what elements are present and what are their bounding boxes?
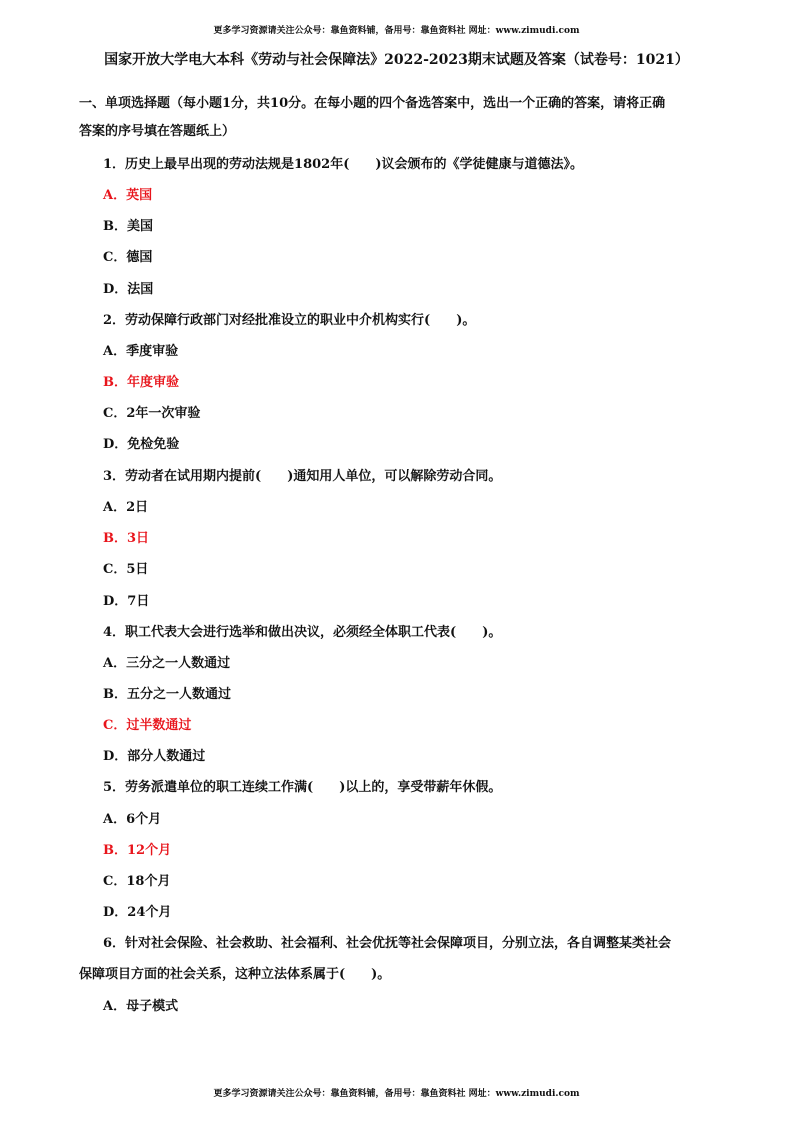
section-heading-line-2: 答案的序号填在答题纸上） [79,124,236,139]
question-4-option-c: C．过半数通过 [103,718,192,733]
question-4-option-a: A．三分之一人数通过 [103,656,231,671]
question-3-option-d: D．7日 [103,594,150,609]
question-4-stem: 4．职工代表大会进行选举和做出决议，必须经全体职工代表( )。 [103,625,502,640]
question-2-option-c: C．2年一次审验 [103,406,201,421]
question-2-option-b: B．年度审验 [103,375,179,390]
question-2-stem: 2．劳动保障行政部门对经批准设立的职业中介机构实行( )。 [103,313,476,328]
page-title: 国家开放大学电大本科《劳动与社会保障法》2022-2023期末试题及答案（试卷号：1021） [104,52,689,68]
question-4-option-d: D．部分人数通过 [103,749,206,764]
question-5-option-a: A．6个月 [103,812,162,827]
question-1-option-c: C．德国 [103,250,153,265]
question-6-stem-line-2: 保障项目方面的社会关系，这种立法体系属于( )。 [79,967,391,982]
question-1-option-a: A．英国 [103,188,153,203]
question-4-option-b: B．五分之一人数通过 [103,687,231,702]
question-2-option-a: A．季度审验 [103,344,179,359]
question-3-option-a: A．2日 [103,500,149,515]
question-6-option-a: A．母子模式 [103,999,179,1014]
question-1-option-b: B．美国 [103,219,153,234]
section-heading-line-1: 一、单项选择题（每小题1分，共10分。在每小题的四个备选答案中，选出一个正确的答案，请将正确 [79,96,666,111]
question-3-option-c: C．5日 [103,562,149,577]
footer-note: 更多学习资源请关注公众号：靠鱼资料铺，备用号：靠鱼资料社 网址：www.zimudi.com [213,1089,580,1099]
question-2-option-d: D．免检免验 [103,437,180,452]
question-1-stem: 1．历史上最早出现的劳动法规是1802年( )议会颁布的《学徒健康与道德法》。 [103,157,584,172]
question-3-stem: 3．劳动者在试用期内提前( )通知用人单位，可以解除劳动合同。 [103,469,502,484]
question-5-option-c: C．18个月 [103,874,171,889]
question-3-option-b: B．3日 [103,531,150,546]
question-1-option-d: D．法国 [103,282,154,297]
question-5-option-d: D．24个月 [103,905,172,920]
question-5-option-b: B．12个月 [103,843,172,858]
header-note: 更多学习资源请关注公众号：靠鱼资料铺，备用号：靠鱼资料社 网址：www.zimudi.com [213,26,580,36]
question-6-stem-line-1: 6．针对社会保险、社会救助、社会福利、社会优抚等社会保障项目，分别立法，各自调整某类社会 [103,936,672,951]
question-5-stem: 5．劳务派遣单位的职工连续工作满( )以上的，享受带薪年休假。 [103,780,502,795]
